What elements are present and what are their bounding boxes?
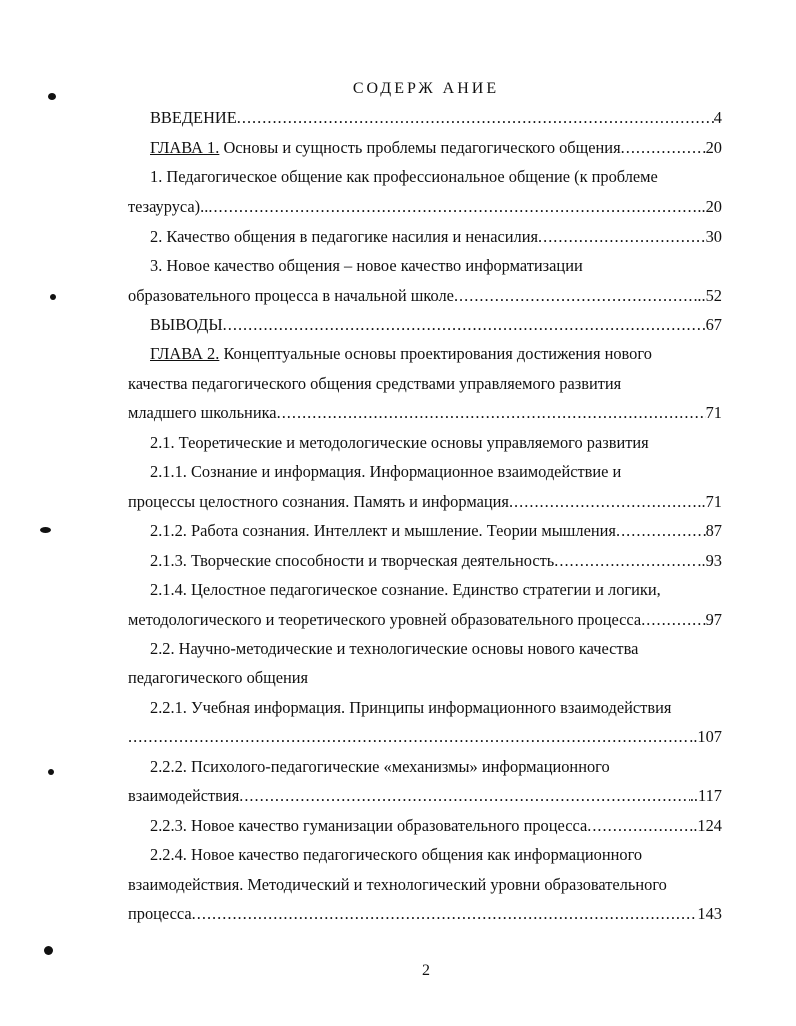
toc-entry-line [128,401,722,425]
leader-dots [237,106,714,130]
page-ref: ..93 [697,551,722,570]
leader-dots [192,902,698,926]
toc-entry-line [128,284,722,308]
chapter-number: ГЛАВА 2. [150,344,220,363]
page-number: 2 [422,962,430,979]
page-ref: ..71 [697,492,722,511]
leader-dots [641,608,705,632]
leader-dots [509,490,697,514]
toc-entry-line: взаимодействия. Методический и технологический уровни образовательного [128,875,667,894]
toc-entry [128,225,722,249]
page-ref: 143 [697,904,722,923]
scan-speck [50,294,56,300]
scan-speck [44,946,53,955]
chapter-label [150,136,621,160]
chapter-title: Концептуальные основы проектирования достижения нового [223,344,652,363]
leader-dots [616,519,706,543]
entry-text: процессы целостного сознания. Память и информация [128,492,509,511]
entry-text: методологического и теоретического уровней образовательного процесса [128,610,642,629]
leader-dots [587,814,689,838]
leader-dots [538,225,706,249]
toc-entry [128,814,722,838]
toc-entry-line: 2.2. Научно-методические и технологические основы нового качества [150,639,639,658]
page-ref: ..124 [689,816,722,835]
scan-speck [40,527,51,533]
leader-dots [554,549,697,573]
page-ref: 4 [713,108,722,127]
leader-dots [239,784,690,808]
toc-entry-line [128,490,722,514]
page-ref: 67 [705,315,722,334]
page-ref: 71 [705,403,722,422]
entry-text: взаимодействия [128,786,240,805]
leader-dots [208,195,697,219]
toc-entry-line: 1. Педагогическое общение как профессиональное общение (к проблеме [150,167,658,186]
toc-entry-line: качества педагогического общения средствами управляемого развития [128,374,622,393]
entry-text: 2.1.3. Творческие способности и творческая деятельность [150,551,555,570]
chapter-number: ГЛАВА 1. [150,138,220,157]
entry-label: ВЫВОДЫ [150,315,223,334]
toc-entry-line: 3. Новое качество общения – новое качество информатизации [150,256,583,275]
toc-entry: 2.1. Теоретические и методологические основы управляемого развития [150,433,649,452]
page-ref: ..20 [697,197,722,216]
toc-entry-chapter-2 [128,342,722,366]
toc-entry-line [128,784,722,808]
leader-dots [454,284,697,308]
leader-dots [128,725,689,749]
entry-text: 2.2.3. Новое качество гуманизации образовательного процесса [150,816,588,835]
chapter-title: Основы и сущность проблемы педагогического общения [223,138,621,157]
entry-label: ВВЕДЕНИЕ [150,108,237,127]
toc-entry-line [128,725,722,749]
toc-entry-line: 2.1.1. Сознание и информация. Информационное взаимодействие и [150,462,622,481]
toc-title: СОДЕРЖ АНИЕ [352,80,500,97]
toc-entry-line: 2.2.2. Психолого-педагогические «механизмы» информационного [150,757,610,776]
toc-entry-chapter-1 [128,136,722,160]
entry-text: 2.1.2. Работа сознания. Интеллект и мышление. Теории мышления [150,521,616,540]
toc-entry [128,549,722,573]
page-ref: ..117 [689,786,722,805]
toc-entry-line: педагогического общения [128,668,309,687]
toc-entry-line [128,902,722,926]
page-ref: 20 [705,138,722,157]
leader-dots [621,136,706,160]
scan-speck [48,769,54,775]
toc-entry-line: 2.2.4. Новое качество педагогического общения как информационного [150,845,643,864]
page-ref: ..52 [697,286,722,305]
toc-entry [128,519,722,543]
toc-entry-line [128,195,722,219]
page-ref: 87 [705,521,722,540]
toc-entry-conclusions [128,313,722,337]
leader-dots [277,401,706,425]
page-ref: ..107 [689,727,722,746]
entry-text: тезауруса).. [128,197,209,216]
toc-entry-line: 2.1.4. Целостное педагогическое сознание. Единство стратегии и логики, [150,580,661,599]
entry-text: 2. Качество общения в педагогике насилия и ненасилия [150,227,539,246]
page-ref: 97 [705,610,722,629]
toc-entry-line: 2.2.1. Учебная информация. Принципы информационного взаимодействия [150,698,672,717]
page-ref: 30 [705,227,722,246]
toc-entry-line [128,608,722,632]
entry-text: образовательного процесса в начальной школе [128,286,454,305]
entry-text: младшего школьника [128,403,277,422]
entry-text: процесса [128,904,192,923]
leader-dots [223,313,706,337]
toc-entry-intro [128,106,722,130]
